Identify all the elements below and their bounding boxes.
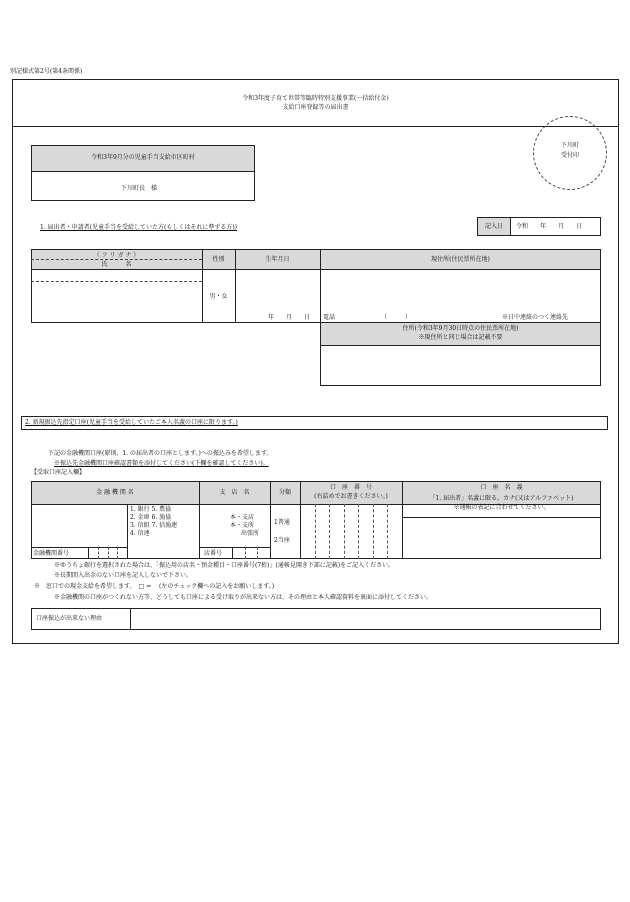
note-dormant: ※長期間入出金のない口座を記入しないで下さい。 — [54, 572, 193, 579]
account-holder-input[interactable] — [403, 518, 600, 558]
section2-intro2: ※振込先金融機関口座確認書類を添付してください(下欄を確認してください)。 — [54, 460, 269, 467]
account-type-2[interactable]: 2当座 — [274, 537, 290, 544]
branch-name-header: 支 店 名 — [219, 489, 250, 496]
section2-heading: 2. 新規振込先指定口座(児童手当を受給していたご本人名義の口座に限ります。) — [25, 419, 238, 426]
branch-code-label: 店番号 — [204, 550, 223, 557]
cash-checkbox[interactable] — [188, 584, 194, 590]
bank-type-1[interactable]: 1. 銀行 5. 農協 — [130, 506, 172, 513]
recipient-header: 令和3年9月分の児童手当支給市区町村 — [91, 154, 195, 161]
branch-type-3[interactable]: 出張所 — [241, 530, 260, 537]
title-divider — [12, 126, 619, 127]
name-input[interactable] — [32, 282, 201, 322]
name-label: 氏 名 — [101, 261, 132, 268]
section1-heading: 1. 届出者・申請者(児童手当を受給していた方(もしくはそれに準ずる方)) — [40, 224, 237, 231]
stamp-line2: 受付印 — [560, 152, 579, 159]
branch-type-1[interactable]: 本・支店 — [230, 514, 255, 521]
phone-paren[interactable]: （ ） — [381, 314, 412, 321]
phone-label: 電話 — [323, 314, 336, 321]
account-entry-label: 【受取口座記入欄】 — [31, 469, 86, 476]
address-input[interactable] — [321, 270, 600, 310]
holder-note2: ※通帳の表記に合わせてください。 — [453, 504, 550, 511]
recipient-name: 下川町長 様 — [121, 185, 158, 192]
address-label: 現住所(住民票所在地) — [431, 256, 490, 263]
old-address-line1: 住所(令和3年9月30日時点の住民票所在地) — [402, 325, 519, 332]
account-type-1[interactable]: 1普通 — [274, 519, 290, 526]
form-id: 別記様式第2号(第4条関係) — [10, 68, 83, 75]
old-address-line2: ※現住所と同じ場合は記載不要 — [418, 334, 503, 341]
note-no-account: ※金融機関の口座がつくれない方等、どうしても口座による受け取りが出来ない方は、その理由と本人確認資料を裏面に添付してください。 — [54, 594, 433, 601]
reason-input[interactable] — [131, 609, 600, 629]
note-cash: ※ 窓口での現金支給を希望します。 □ ⇐ (左のチェック欄への記入をお願いします。) — [34, 583, 275, 590]
section2-intro1: 下記の金融機関口座(原則、1. の届出者の口座とします。)への振込みを希望します。 — [48, 450, 273, 457]
account-number-note: (右詰めでお書きください。) — [314, 493, 388, 500]
entry-date-label: 記入日 — [484, 223, 503, 230]
account-holder-header: 口 座 名 義 — [480, 484, 523, 491]
furigana-input[interactable] — [32, 270, 201, 280]
furigana-label: （ フ リ ガ ナ ） — [93, 252, 140, 259]
gender-label: 性別 — [212, 256, 225, 263]
form-title-line2: 支給口座登録等の届出書 — [282, 104, 349, 111]
bank-type-4[interactable]: 4. 信連 — [130, 530, 150, 537]
bank-type-3[interactable]: 3. 信組 7. 信漁連 — [130, 522, 178, 529]
account-number-header: 口 座 番 号 — [329, 484, 372, 491]
entry-date-value: 令和 年 月 日 — [516, 223, 583, 230]
stamp-line1: 下川町 — [560, 142, 579, 149]
birth-value[interactable]: 年 月 日 — [268, 314, 311, 321]
bank-name-header: 金 融 機 関 名 — [96, 489, 134, 496]
phone-note: ※日中連絡のつく連絡先 — [502, 314, 569, 321]
bank-code-label: 金融機関番号 — [33, 550, 70, 557]
branch-type-2[interactable]: 本・支所 — [230, 522, 255, 529]
holder-note1: 「1. 届出者」名義に限る。カナ(又はアルファベット) — [429, 495, 574, 502]
bank-type-2[interactable]: 2. 金庫 6. 漁協 — [130, 514, 172, 521]
form-title-line1: 令和3年度子育て世帯等臨時特別支援事業(一括給付金) — [242, 95, 389, 102]
gender-value[interactable]: 男・女 — [209, 293, 228, 300]
bank-name-input[interactable] — [32, 505, 126, 546]
account-type-header: 分類 — [278, 489, 291, 496]
birth-label: 生年月日 — [265, 256, 290, 263]
note-yucho: ※ゆうちょ銀行を選択された場合は、「振込用の店名・預金種目・口座番号(7桁)」(通帳見開き下部に記載)をご記入ください。 — [54, 562, 395, 569]
old-address-input[interactable] — [321, 346, 600, 385]
reason-label: 口座振込が出来ない理由 — [36, 615, 103, 622]
